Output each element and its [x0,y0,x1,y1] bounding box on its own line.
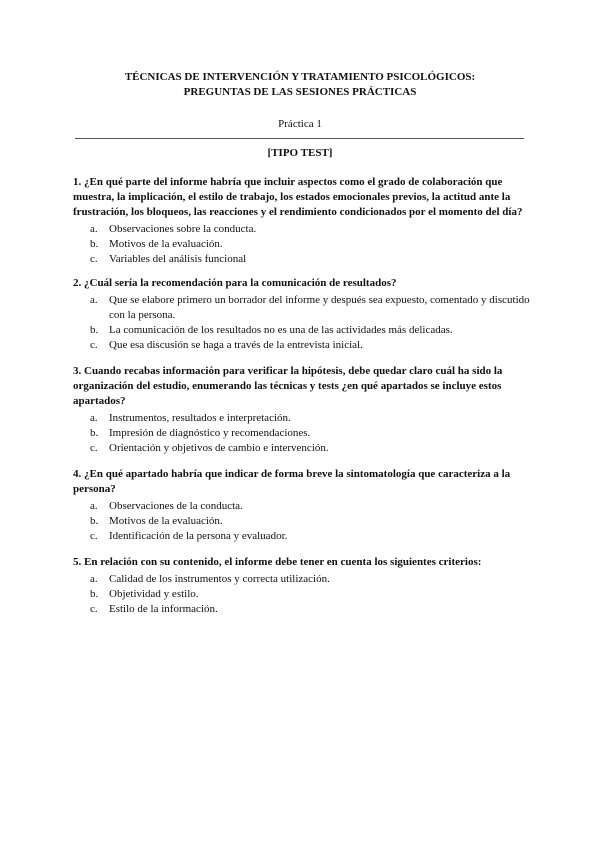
option-text: La comunicación de los resultados no es una de las actividades más delicadas. [109,324,453,336]
option-b [73,323,533,338]
option-text: Identificación de la persona y evaluador. [109,530,288,542]
option-letter: c. [90,603,98,615]
question-5 [73,555,533,617]
option-text: Objetividad y estilo. [109,588,199,600]
option-text: Motivos de la evaluación. [109,238,223,250]
question-text: 4. ¿En qué apartado habría que indicar de forma breve la sintomatología que caracteriza a la persona? [73,468,511,495]
document-title-line2: PREGUNTAS DE LAS SESIONES PRÁCTICAS [183,86,417,98]
option-text: Motivos de la evaluación. [109,515,223,527]
option-letter: b. [90,427,99,439]
option-text: Que se elabore primero un borrador del informe y después sea expuesto, comentado y discutido con la persona. [109,294,530,321]
option-text: Orientación y objetivos de cambio e intervención. [109,442,329,454]
option-list [73,293,533,353]
option-a [73,222,533,237]
option-c [73,252,533,267]
option-list [73,572,533,617]
option-b [73,237,533,252]
option-c [73,441,533,456]
option-letter: a. [90,412,98,424]
option-letter: b. [90,324,99,336]
option-list [73,499,533,544]
option-text: Que esa discusión se haga a través de la entrevista inicial. [109,339,363,351]
option-letter: b. [90,588,99,600]
practice-number: Práctica 1 [278,118,322,130]
option-b [73,587,533,602]
option-text: Calidad de los instrumentos y correcta utilización. [109,573,330,585]
option-letter: b. [90,238,99,250]
option-letter: c. [90,253,98,265]
option-a [73,411,533,426]
option-text: Observaciones de la conducta. [109,500,243,512]
option-letter: a. [90,294,98,306]
option-b [73,514,533,529]
question-text: 3. Cuando recabas información para verificar la hipótesis, debe quedar claro cuál ha sido la organización del estudio, enumerando las técnicas y tests ¿en qué apartados se incluye estos apartados? [73,365,503,407]
option-a [73,293,533,323]
option-list [73,222,533,267]
option-letter: c. [90,339,98,351]
option-text: Observaciones sobre la conducta. [109,223,257,235]
option-a [73,572,533,587]
option-letter: a. [90,223,98,235]
question-text: 2. ¿Cuál sería la recomendación para la comunicación de resultados? [73,277,397,289]
option-letter: a. [90,573,98,585]
option-letter: c. [90,442,98,454]
option-a [73,499,533,514]
option-letter: c. [90,530,98,542]
option-letter: b. [90,515,99,527]
option-c [73,602,533,617]
option-list [73,411,533,456]
question-4 [73,467,533,544]
section-heading: [TIPO TEST] [267,147,333,159]
question-text: 1. ¿En qué parte del informe habría que incluir aspectos como el grado de colaboración que muestra, la implicación, el estilo de trabajo, los estados emocionales previos, la actitud ante la frustración, los bloqueos, las reacciones y el rendimiento condicionados por el momento del día? [73,176,523,218]
document-title-line1: TÉCNICAS DE INTERVENCIÓN Y TRATAMIENTO PSICOLÓGICOS: [124,71,476,83]
horizontal-divider [75,138,524,139]
question-text: 5. En relación con su contenido, el informe debe tener en cuenta los siguientes criterios: [73,556,482,568]
option-text: Impresión de diagnóstico y recomendaciones. [109,427,311,439]
option-c [73,338,533,353]
option-c [73,529,533,544]
option-text: Estilo de la información. [109,603,218,615]
option-text: Variables del análisis funcional [109,253,247,265]
option-text: Instrumentos, resultados e interpretación. [109,412,291,424]
question-2 [73,276,533,353]
option-letter: a. [90,500,98,512]
question-1 [73,175,533,267]
option-b [73,426,533,441]
question-3 [73,364,533,456]
